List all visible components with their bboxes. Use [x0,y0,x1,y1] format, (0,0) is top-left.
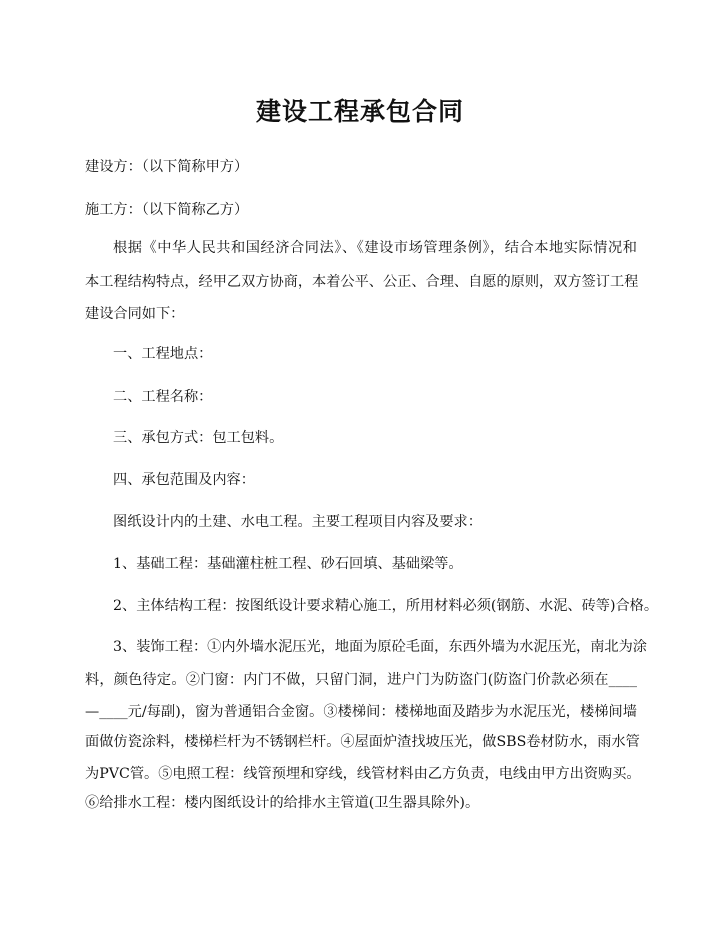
preamble-line-3: 建设合同如下： [85,306,185,322]
item-decoration-line-5: 为PVC管。⑤电照工程：线管预埋和穿线，线管材料由乙方负责，电线由甲方出资购买。 [85,766,641,782]
document-title: 建设工程承包合同 [255,97,464,126]
item-main-structure: 2、主体结构工程：按图纸设计要求精心施工，所用材料必须(钢筋、水泥、砖等)合格。 [113,598,659,614]
section-name: 二、工程名称： [113,389,213,405]
section-location: 一、工程地点： [113,346,213,362]
item-foundation: 1、基础工程：基础灌柱桩工程、砂石回填、基础梁等。 [113,556,463,572]
section-scope: 四、承包范围及内容： [113,472,255,488]
item-decoration-line-1: 3、装饰工程：①内外墙水泥压光，地面为原砼毛面，东西外墙为水泥压光，南北为涂 [113,639,647,655]
party-b-line: 施工方：（以下简称乙方） [85,202,249,218]
item-decoration-line-4: 面做仿瓷涂料，楼梯栏杆为不锈钢栏杆。④屋面炉渣找坡压光，做SBS卷材防水，雨水管 [85,734,640,750]
item-decoration-line-3: —____元/每副)，窗为普通铝合金窗。③楼梯间：楼梯地面及踏步为水泥压光，楼梯间墙 [85,704,637,720]
item-decoration-line-2: 料，颜色待定。②门窗：内门不做，只留门洞，进户门为防盗门(防盗门价款必须在____ [85,672,637,688]
preamble-line-1: 根据《中华人民共和国经济合同法》、《建设市场管理条例》，结合本地实际情况和 [113,240,637,256]
preamble-line-2: 本工程结构特点，经甲乙双方协商，本着公平、公正、合理、自愿的原则，双方签订工程 [85,274,639,290]
party-a-line: 建设方：（以下简称甲方） [85,159,249,175]
section-contract-method: 三、承包方式：包工包料。 [113,430,284,446]
scope-intro: 图纸设计内的土建、水电工程。主要工程项目内容及要求： [113,514,482,530]
item-decoration-line-6: ⑥给排水工程：楼内图纸设计的给排水主管道(卫生器具除外)。 [85,795,480,811]
